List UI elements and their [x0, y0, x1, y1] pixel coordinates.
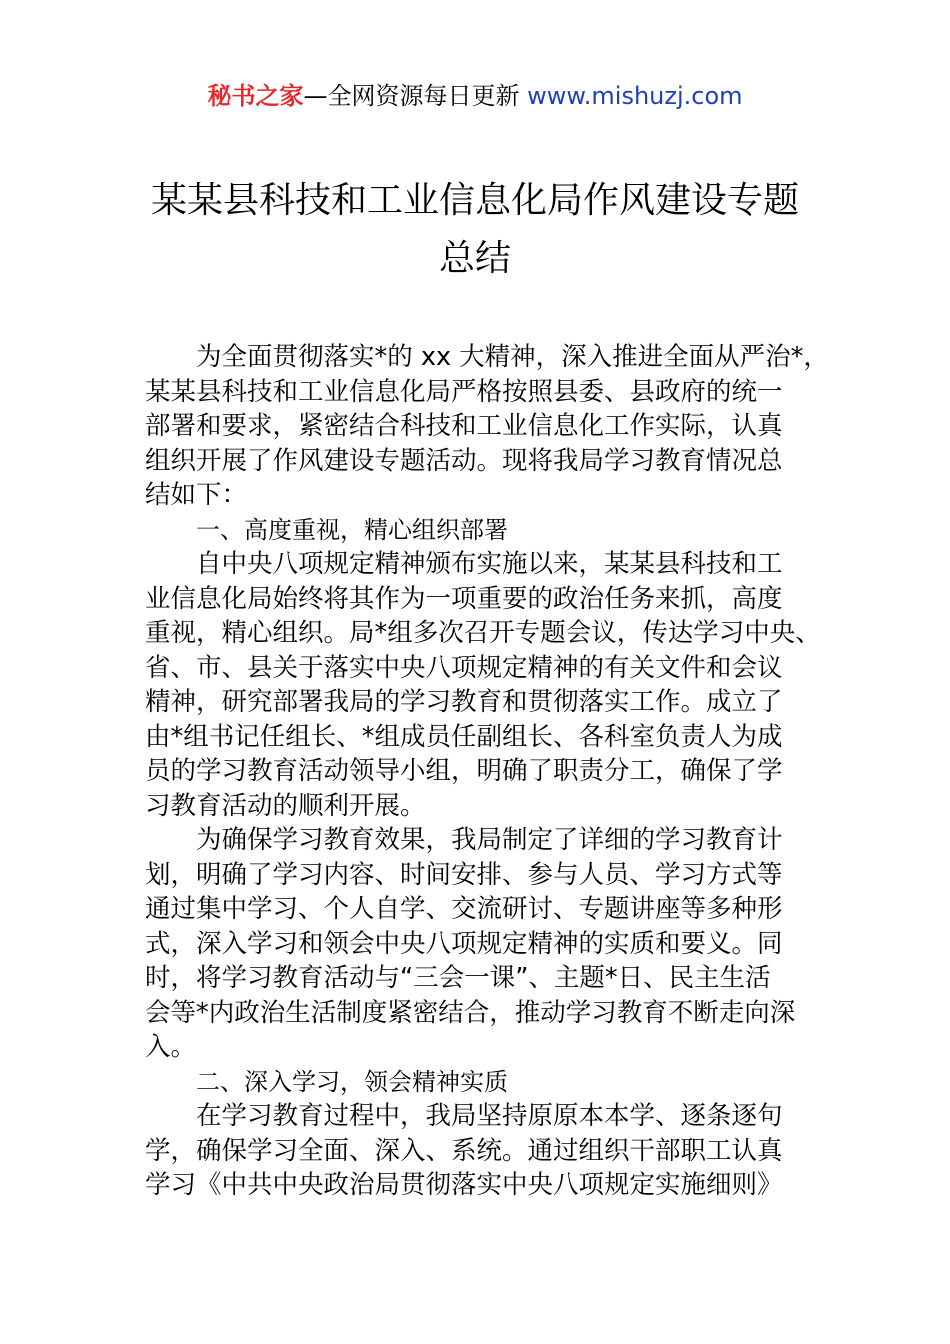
text-line: 为全面贯彻落实*的 xx 大精神，深入推进全面从严治*， — [196, 342, 829, 372]
text-line: 在学习教育过程中，我局坚持原原本本学、逐条逐句 — [196, 1101, 783, 1131]
text-line: 结如下： — [145, 480, 248, 510]
text-line: 自中央八项规定精神颁布实施以来，某某县科技和工 — [196, 549, 783, 579]
section-heading-2: 二、深入学习，领会精神实质 — [196, 1067, 508, 1096]
site-url[interactable]: www.mishuzj.com — [527, 82, 743, 110]
text-line: 通过集中学习、个人自学、交流研讨、专题讲座等多种形 — [145, 894, 783, 924]
text-line: 划，明确了学习内容、时间安排、参与人员、学习方式等 — [145, 859, 783, 890]
paragraph-section-1a — [145, 547, 821, 823]
text-line: 为确保学习教育效果，我局制定了详细的学习教育计 — [196, 825, 783, 855]
text-line: 会等*内政治生活制度紧密结合，推动学习教育不断走向深 — [145, 997, 796, 1028]
text-line: 学，确保学习全面、深入、系统。通过组织干部职工认真 — [145, 1135, 783, 1166]
title-line-1: 某某县科技和工业信息化局作风建设专题 — [150, 180, 799, 221]
text-line: 精神，研究部署我局的学习教育和贯彻落实工作。成立了 — [145, 687, 783, 717]
document-title — [0, 172, 950, 288]
text-line: 组织开展了作风建设专题活动。现将我局学习教育情况总 — [145, 445, 783, 476]
document-body — [145, 340, 829, 1203]
site-tagline: —全网资源每日更新 — [303, 82, 528, 110]
paragraph-section-1b — [145, 823, 807, 1065]
text-line: 习教育活动的顺利开展。 — [145, 790, 426, 821]
paragraph-section-2 — [145, 1099, 807, 1203]
text-line: 业信息化局始终将其作为一项重要的政治任务来抓，高度 — [145, 583, 783, 614]
text-line: 重视，精心组织。局*组多次召开专题会议，传达学习中央、 — [145, 618, 821, 648]
text-line: 省、市、县关于落实中央八项规定精神的有关文件和会议 — [145, 652, 783, 683]
text-line: 式，深入学习和领会中央八项规定精神的实质和要义。同 — [145, 928, 783, 959]
paragraph-intro — [145, 340, 829, 513]
text-line: 某某县科技和工业信息化局严格按照县委、县政府的统一 — [145, 376, 783, 407]
text-line: 员的学习教育活动领导小组，明确了职责分工，确保了学 — [145, 756, 783, 786]
text-line: 学习《中共中央政治局贯彻落实中央八项规定实施细则》 — [145, 1170, 783, 1200]
site-header — [0, 78, 950, 114]
section-heading-1: 一、高度重视，精心组织部署 — [196, 515, 508, 544]
title-line-2: 总结 — [438, 238, 511, 279]
site-brand: 秘书之家 — [207, 82, 304, 110]
text-line: 入。 — [145, 1032, 197, 1062]
text-line: 部署和要求，紧密结合科技和工业信息化工作实际，认真 — [145, 411, 783, 441]
text-line: 由*组书记任组长、*组成员任副组长、各科室负责人为成 — [145, 721, 783, 752]
text-line: 时，将学习教育活动与“三会一课”、主题*日、民主生活 — [145, 963, 771, 993]
